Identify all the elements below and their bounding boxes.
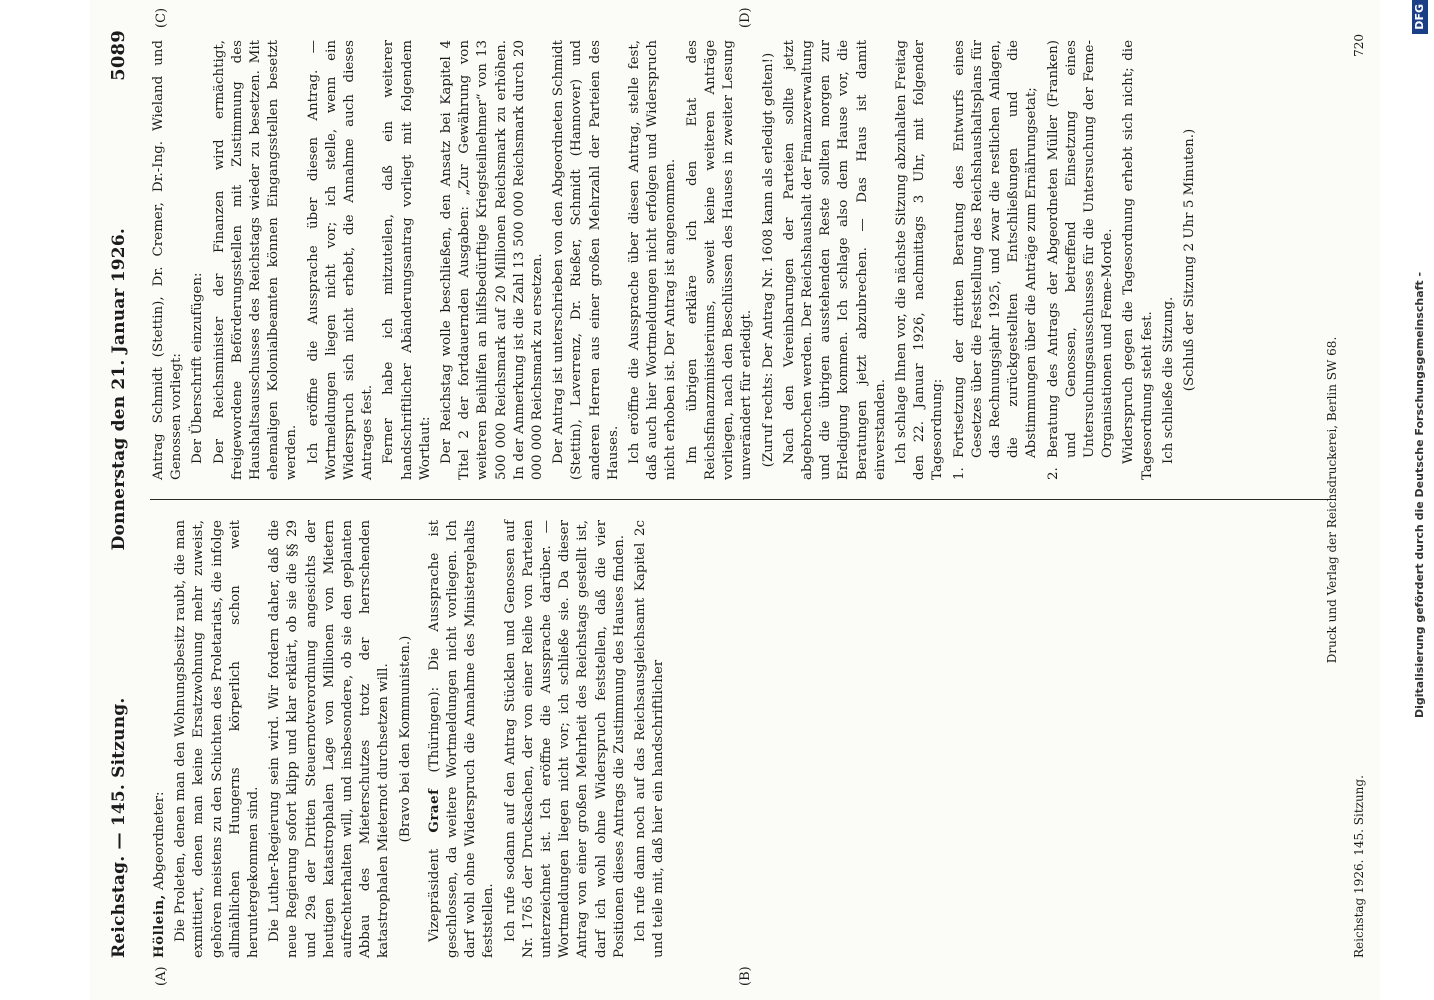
speaker-name: Höllein, xyxy=(151,894,167,958)
page-header xyxy=(108,30,136,958)
column-divider xyxy=(150,499,1330,500)
quote-text: Der Reichsminister der Finanzen wird ermächtigt, freigewordene Beförderungsstellen mit Zustimmung des Haushaltsausschusses des Reichstags wieder zu besetzen. Mit ehemaligen Kolonialbeamten können Eingangsstellen besetzt werden. xyxy=(211,40,300,480)
session-date: Donnerstag den 21. Januar 1926. xyxy=(109,228,129,551)
speaker-role: Vizepräsident xyxy=(426,848,442,942)
document-page xyxy=(90,0,1380,1000)
margin-marker-d: (D) xyxy=(738,7,753,28)
interjection: (Zuruf rechts: Der Antrag Nr. 1608 kann als erledigt gelten!) xyxy=(760,52,776,468)
paragraph: Ich eröffne die Aussprache über diesen Antrag, stelle fest, daß auch hier Wortmeldungen nicht erfolgen und Widerspruch nicht erhoben ist. Der Antrag ist angenommen. xyxy=(627,40,679,480)
paragraph: Ich eröffne die Aussprache über diesen Antrag. — Wortmeldungen liegen nicht vor; ich stelle, wenn ein Widerspruch sich nicht erhebt, die Annahme auch dieses Antrages fest. xyxy=(305,40,376,480)
paragraph: Nach den Vereinbarungen der Parteien sollte jetzt abgebrochen werden. Der Reichshaushalt der Finanzverwaltung und die übrigen ausstehenden Reste sollten morgen zur Erledigung kommen. Ich schlage also dem Hause vor, die Beratungen jetzt abzubrechen. — Das Haus ist damit einverstanden. xyxy=(781,40,888,480)
closing-note: (Schluß der Sitzung 2 Uhr 5 Minuten.) xyxy=(1181,128,1197,392)
agenda-number: 2. xyxy=(1045,467,1061,480)
speaker-region: (Thüringen): xyxy=(426,686,442,773)
paragraph: Ich rufe sodann auf den Antrag Stücklen und Genossen auf Nr. 1765 der Drucksachen, der von einer Reihe von Parteien unterzeichnet ist. Ich eröffne die Aussprache darüber. — Wortmeldungen liegen nicht vor; ich schließe sie. Da dieser Antrag von einer großen Mehrheit des Reichstags gestellt ist, darf ich wohl ohne Widerspruch feststellen, daß die vier Positionen dieses Antrags die Zustimmung des Hauses finden. xyxy=(502,520,627,958)
paragraph: Ich schließe die Sitzung. xyxy=(1160,296,1176,464)
margin-marker-a: (A) xyxy=(154,966,169,986)
speaker-role: Abgeordneter: xyxy=(152,791,167,890)
margin-marker-c: (C) xyxy=(154,7,169,28)
agenda-number: 1. xyxy=(951,467,967,480)
page-number: 5089 xyxy=(108,30,129,81)
agenda-item xyxy=(951,40,1042,480)
printer-imprint: Druck und Verlag der Reichsdruckerei, Berlin SW 68. xyxy=(1325,336,1339,664)
paragraph: Der Antrag ist unterschrieben von den Abgeordneten Schmidt (Stettin), Laverrenz, Dr. Rießer, Schmidt (Hannover) und anderen Herren aus einer großen Mehrzahl der Parteien des Hauses. xyxy=(551,40,621,480)
speaker-name: Graef xyxy=(425,788,442,833)
agenda-text: Beratung des Antrags der Abgeordneten Müller (Franken) und Genossen, betreffend Einsetzung eines Untersuchungsausschusses für die Untersuchung der Feme-Organisationen und Feme-Morde. xyxy=(1045,40,1116,458)
paragraph: Ich rufe dann noch auf das Reichsausgleichsamt Kapitel 2c und teile mit, daß hier ein handschriftlicher xyxy=(633,520,667,958)
agenda-item xyxy=(1045,40,1118,480)
paragraph: Die Proleten, denen man den Wohnungsbesitz raubt, die man exmittiert, denen man keine Ersatzwohnung mehr zuweist, gehören meistens zu den Schichten des Proletariats, die infolge allmählichen Hungerns körperlich schon weit heruntergekommen sind. xyxy=(173,520,262,958)
margin-marker-b: (B) xyxy=(738,966,753,986)
speaker-line xyxy=(150,520,169,958)
footer-session: Reichstag 1926. 145. Sitzung. xyxy=(1352,775,1366,958)
quote-text: Der Reichstag wolle beschließen, den Ansatz bei Kapitel 4 Titel 2 der fortdauernden Ausgaben: „Zur Gewährung von weiteren Beihilfen an hilfsbedürftige Kriegsteilnehmer“ von 13 500 000 Reichsmark auf 20 Millionen Reichsmark zu erhöhen. In der Anmerkung ist die Zahl 13 500 000 Reichsmark durch 20 000 000 Reichsmark zu ersetzen. xyxy=(439,40,546,480)
agenda-text: Fortsetzung der dritten Beratung des Entwurfs eines Gesetzes über die Feststellung des Reichshaushaltsplans für das Rechnungsjahr 1925, und zwar die restlichen Anlagen, die zurückgestellten Entschließungen und die Abstimmungen über die Anträge zum Ernährungsetat; xyxy=(951,40,1040,458)
paragraph: Widerspruch gegen die Tagesordnung erhebt sich nicht; die Tagesordnung steht fest. xyxy=(1121,40,1155,480)
speaker-line xyxy=(425,520,499,958)
footer-sheet-number: 720 xyxy=(1352,34,1366,57)
dfg-logo: DFG xyxy=(1412,0,1428,34)
quote-heading: Der Überschrift einzufügen: xyxy=(190,272,206,464)
paragraph: Ferner habe ich mitzuteilen, daß ein weiterer handschriftlicher Abänderungsantrag vorliegt mit folgendem Wortlaut: xyxy=(381,40,433,480)
left-column xyxy=(150,520,671,958)
interjection: (Bravo bei den Kommunisten.) xyxy=(397,635,413,843)
paragraph: Antrag Schmidt (Stettin), Dr. Cremer, Dr.-Ing. Wieland und Genossen vorliegt: xyxy=(151,40,185,480)
paragraph: Im übrigen erkläre ich den Etat des Reichsfinanzministeriums, soweit keine weiteren Anträge vorliegen, nach den Beschlüssen des Hauses in zweiter Lesung unverändert für erledigt. xyxy=(684,40,755,480)
right-column xyxy=(150,40,1202,480)
funding-watermark xyxy=(1410,0,1430,1000)
paragraph: Die Aussprache ist geschlossen, da weitere Wortmeldungen nicht vorliegen. Ich darf wohl ohne Widerspruch die Annahme des Ministergehalts feststellen. xyxy=(426,520,497,958)
paragraph: Ich schlage Ihnen vor, die nächste Sitzung abzuhalten Freitag den 22. Januar 1926, nachmittags 3 Uhr, mit folgender Tagesordnung: xyxy=(893,40,946,480)
paragraph: Die Luther-Regierung sein wird. Wir fordern daher, daß die neue Regierung sofort klipp und klar erklärt, ob sie die §§ 29 und 29a der Dritten Steuernotverordnung angesichts der heutigen katastrophalen Lage von Millionen von Mietern aufrechterhalten will, und insbesondere, ob sie den geplanten Abbau des Mieterschutzes trotz der herrschenden katastrophalen Mieternot durchsetzen will. xyxy=(267,520,392,958)
running-head: Reichstag. — 145. Sitzung. xyxy=(109,697,129,958)
watermark-text: Digitalisierung gefördert durch die Deutsche Forschungsgemeinschaft - xyxy=(1413,271,1426,718)
